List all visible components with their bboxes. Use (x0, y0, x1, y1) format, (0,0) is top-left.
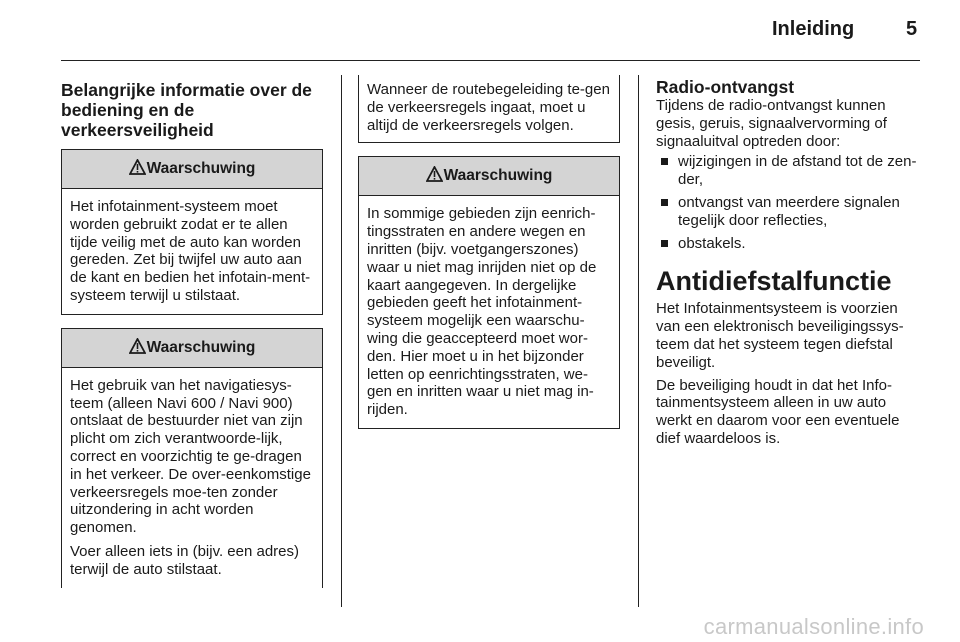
section-title-radio: Radio-ontvangst (656, 77, 795, 97)
warning-label: Waarschuwing (443, 167, 553, 185)
list-item-text: obstakels. (678, 234, 746, 252)
warning-header (62, 150, 322, 189)
warning-text: Voer alleen iets in (bijv. een adres) terwijl de auto stilstaat. (70, 542, 300, 578)
warning-text: Het gebruik van het navigatiesys-teem (alleen Navi 600 / Navi 900) ontslaat de bestuurder niet van zijn plicht om zich verantwoorde-lijk, correct en voorzichtig te ge-dragen in het verkeer. De over-eenkomstige verkeersregels moe-ten zonder uitzondering in acht worden genomen. (70, 376, 311, 537)
column-divider-1 (341, 75, 342, 607)
warning-label: Waarschuwing (146, 160, 256, 178)
antitheft-paragraph-1: Het Infotainmentsysteem is voorzien van een elektronisch beveiligingssys-teem dat het systeem tegen diefstal beveiligt. (656, 300, 904, 371)
section-title-antitheft: Antidiefstalfunctie (656, 266, 892, 297)
list-item-text: wijzigingen in de afstand tot de zen-der, (678, 153, 917, 189)
warning-box-2 (61, 328, 323, 588)
warning-label: Waarschuwing (146, 338, 256, 356)
column-3 (656, 75, 922, 448)
page-number: 5 (906, 18, 918, 40)
warning-continued-text: Wanneer de routebegeleiding te-gen de verkeersregels ingaat, moet u altijd de verkeersregels volgen. (367, 81, 610, 134)
list-item (656, 235, 922, 253)
bullet-square-icon (661, 240, 668, 247)
warning-text: Het infotainment-systeem moet worden gebruikt zodat er te allen tijde veilig met de auto kan worden gereden. Zet bij twijfel uw auto aan de kant en bedien het infotain-ment-systeem terwijl u stilstaat. (70, 198, 311, 304)
header-rule (61, 60, 920, 61)
warning-body (62, 189, 322, 314)
list-item (656, 153, 922, 189)
warning-header (359, 157, 619, 196)
antitheft-paragraph-2: De beveiliging houdt in dat het Info-tainmentsysteem alleen in uw auto werkt en daarom voor een eventuele dief waardeloos is. (656, 376, 900, 447)
section-title-safety: Belangrijke informatie over de bediening en de verkeersveiligheid (61, 80, 312, 140)
header-title: Inleiding (772, 18, 855, 40)
column-divider-2 (638, 75, 639, 607)
column-2 (358, 75, 620, 429)
watermark (0, 614, 960, 640)
bullet-square-icon (661, 199, 668, 206)
warning-body (62, 368, 322, 588)
warning-body (359, 196, 619, 428)
warning-header (62, 329, 322, 368)
warning-continued-box (358, 75, 620, 143)
bullet-square-icon (661, 158, 668, 165)
watermark-text: carmanualsonline.info (703, 614, 924, 639)
list-item (656, 194, 922, 230)
warning-box-3 (358, 156, 620, 429)
column-1 (61, 75, 323, 588)
warning-text: In sommige gebieden zijn eenrich-tingsstraten en andere wegen en inritten (bijv. voetgangerszones) waar u niet mag inrijden niet op de kaart aangegeven. In dergelijke gebieden geeft het infotainment-systeem mogelijk een waarschu-wing die geaccepteerd moet wor-den. Hier moet u in het bijzonder letten op eenrichtingsstraten, we-gen en inritten waar u niet mag in-rijden. (367, 205, 597, 419)
radio-intro: Tijdens de radio-ontvangst kunnen gesis, geruis, signaalvervorming of signaaluitval optreden door: (656, 97, 887, 150)
warning-box-1 (61, 149, 323, 315)
radio-bullet-list (656, 153, 922, 252)
list-item-text: ontvangst van meerdere signalen tegelijk door reflecties, (678, 193, 900, 229)
